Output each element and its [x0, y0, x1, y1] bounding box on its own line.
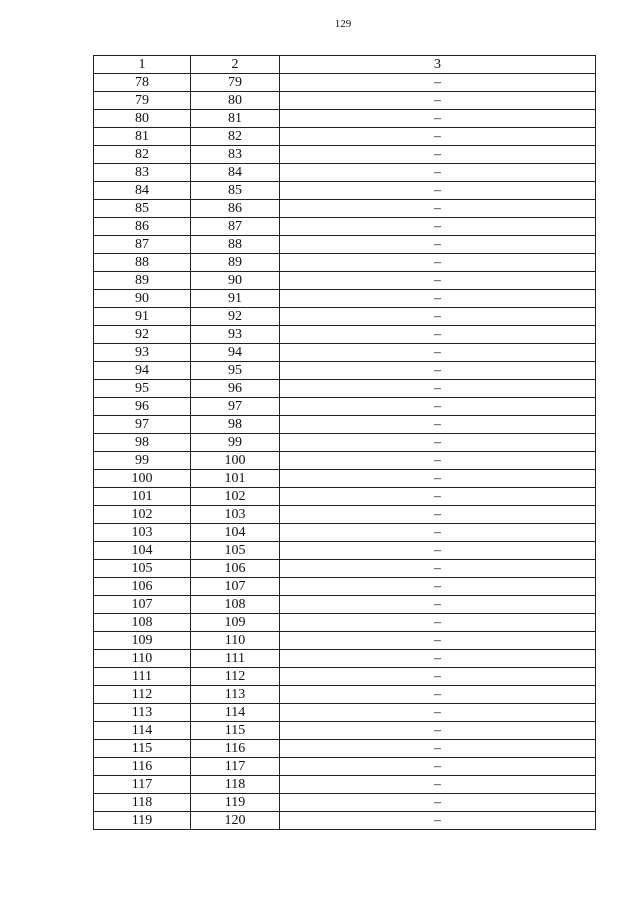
table-cell: 107: [191, 578, 280, 596]
table-cell: 109: [191, 614, 280, 632]
table-cell: 113: [94, 704, 191, 722]
table-cell: 94: [94, 362, 191, 380]
table-cell: 86: [191, 200, 280, 218]
table-cell: 102: [191, 488, 280, 506]
table-row: [94, 362, 596, 380]
table-cell: 98: [191, 416, 280, 434]
table-cell: –: [280, 596, 596, 614]
table-cell: 88: [191, 236, 280, 254]
column-header: 3: [280, 56, 596, 74]
table-cell: 111: [94, 668, 191, 686]
table-cell: 100: [191, 452, 280, 470]
table-cell: 82: [94, 146, 191, 164]
table-cell: 118: [94, 794, 191, 812]
table-cell: –: [280, 200, 596, 218]
table-cell: 90: [191, 272, 280, 290]
table-cell: 111: [191, 650, 280, 668]
table-row: [94, 110, 596, 128]
table-cell: 110: [94, 650, 191, 668]
table-cell: 113: [191, 686, 280, 704]
table-cell: 83: [191, 146, 280, 164]
table-row: [94, 344, 596, 362]
table-cell: –: [280, 668, 596, 686]
table-cell: 101: [94, 488, 191, 506]
table-cell: 99: [191, 434, 280, 452]
table-cell: –: [280, 506, 596, 524]
table-cell: 114: [94, 722, 191, 740]
table-row: [94, 596, 596, 614]
table-row: [94, 686, 596, 704]
table-cell: 81: [94, 128, 191, 146]
table-cell: –: [280, 722, 596, 740]
table-cell: 118: [191, 776, 280, 794]
page-number: 129: [334, 18, 352, 30]
table-cell: 107: [94, 596, 191, 614]
table-row: [94, 578, 596, 596]
column-header: 2: [191, 56, 280, 74]
table-cell: –: [280, 542, 596, 560]
table-cell: –: [280, 128, 596, 146]
table-row: [94, 470, 596, 488]
table-cell: –: [280, 452, 596, 470]
table-cell: –: [280, 434, 596, 452]
table-cell: –: [280, 704, 596, 722]
table-cell: 99: [94, 452, 191, 470]
table-cell: 104: [191, 524, 280, 542]
table-row: [94, 74, 596, 92]
table-row: [94, 128, 596, 146]
table-cell: 115: [191, 722, 280, 740]
table-cell: 87: [191, 218, 280, 236]
table-cell: –: [280, 236, 596, 254]
table-cell: 105: [94, 560, 191, 578]
table-cell: –: [280, 794, 596, 812]
header-row: [94, 56, 596, 74]
table-cell: –: [280, 164, 596, 182]
table-row: [94, 650, 596, 668]
table-cell: 112: [191, 668, 280, 686]
table-cell: –: [280, 560, 596, 578]
table-cell: 91: [191, 290, 280, 308]
table-cell: 98: [94, 434, 191, 452]
table-cell: 100: [94, 470, 191, 488]
table-row: [94, 218, 596, 236]
table-row: [94, 380, 596, 398]
table-cell: 116: [94, 758, 191, 776]
table-cell: 108: [191, 596, 280, 614]
table-cell: 85: [94, 200, 191, 218]
table-cell: –: [280, 398, 596, 416]
table-cell: 92: [94, 326, 191, 344]
table-row: [94, 254, 596, 272]
table-cell: –: [280, 524, 596, 542]
table-cell: –: [280, 272, 596, 290]
table-cell: 93: [191, 326, 280, 344]
table-cell: –: [280, 650, 596, 668]
table-row: [94, 524, 596, 542]
table-header: [94, 56, 596, 74]
table-cell: –: [280, 578, 596, 596]
table-cell: 80: [94, 110, 191, 128]
table-cell: –: [280, 632, 596, 650]
table-cell: 78: [94, 74, 191, 92]
table-cell: 95: [191, 362, 280, 380]
table-cell: –: [280, 344, 596, 362]
table-cell: 87: [94, 236, 191, 254]
table-row: [94, 182, 596, 200]
table-cell: 101: [191, 470, 280, 488]
table-cell: 80: [191, 92, 280, 110]
table-row: [94, 290, 596, 308]
table-cell: –: [280, 416, 596, 434]
table-cell: 117: [94, 776, 191, 794]
table-cell: 81: [191, 110, 280, 128]
table-cell: –: [280, 380, 596, 398]
table-cell: 110: [191, 632, 280, 650]
table-row: [94, 668, 596, 686]
table-cell: 117: [191, 758, 280, 776]
table-cell: 88: [94, 254, 191, 272]
table-row: [94, 812, 596, 830]
data-table: [93, 55, 596, 830]
table-cell: –: [280, 110, 596, 128]
table-row: [94, 200, 596, 218]
table-cell: 102: [94, 506, 191, 524]
table-row: [94, 722, 596, 740]
table-cell: –: [280, 254, 596, 272]
table-row: [94, 434, 596, 452]
table-row: [94, 146, 596, 164]
table-cell: –: [280, 362, 596, 380]
table-cell: 119: [191, 794, 280, 812]
table-cell: 94: [191, 344, 280, 362]
table-cell: 91: [94, 308, 191, 326]
table-cell: 95: [94, 380, 191, 398]
table-row: [94, 164, 596, 182]
table-cell: 93: [94, 344, 191, 362]
table-row: [94, 614, 596, 632]
table-row: [94, 776, 596, 794]
table-cell: –: [280, 290, 596, 308]
table-cell: –: [280, 146, 596, 164]
table-cell: 92: [191, 308, 280, 326]
table-row: [94, 560, 596, 578]
table-row: [94, 704, 596, 722]
table-row: [94, 326, 596, 344]
table-cell: 119: [94, 812, 191, 830]
table-row: [94, 488, 596, 506]
table-cell: 96: [94, 398, 191, 416]
table-body: [94, 74, 596, 830]
table-cell: –: [280, 812, 596, 830]
table-row: [94, 740, 596, 758]
table-row: [94, 758, 596, 776]
table-cell: –: [280, 92, 596, 110]
table-cell: 79: [191, 74, 280, 92]
table-cell: 112: [94, 686, 191, 704]
table-cell: 103: [191, 506, 280, 524]
table-cell: –: [280, 758, 596, 776]
table-cell: 120: [191, 812, 280, 830]
table-cell: 84: [94, 182, 191, 200]
table-row: [94, 308, 596, 326]
table-row: [94, 632, 596, 650]
table-cell: –: [280, 614, 596, 632]
table-cell: 97: [94, 416, 191, 434]
table-cell: 90: [94, 290, 191, 308]
table-cell: 116: [191, 740, 280, 758]
table-cell: –: [280, 488, 596, 506]
table-row: [94, 794, 596, 812]
table-cell: –: [280, 74, 596, 92]
table-row: [94, 236, 596, 254]
table-cell: 115: [94, 740, 191, 758]
table-cell: –: [280, 686, 596, 704]
table-cell: –: [280, 308, 596, 326]
table-cell: –: [280, 182, 596, 200]
table-cell: –: [280, 776, 596, 794]
table-row: [94, 272, 596, 290]
table-cell: –: [280, 218, 596, 236]
table-cell: 103: [94, 524, 191, 542]
table-row: [94, 92, 596, 110]
table-cell: –: [280, 470, 596, 488]
table-row: [94, 452, 596, 470]
column-header: 1: [94, 56, 191, 74]
table-row: [94, 542, 596, 560]
table-row: [94, 416, 596, 434]
table-cell: 85: [191, 182, 280, 200]
table-cell: 82: [191, 128, 280, 146]
table-cell: 89: [191, 254, 280, 272]
table-cell: 114: [191, 704, 280, 722]
table-cell: 83: [94, 164, 191, 182]
table-cell: 106: [94, 578, 191, 596]
table-cell: 89: [94, 272, 191, 290]
table-cell: –: [280, 326, 596, 344]
table-cell: 86: [94, 218, 191, 236]
table-cell: 79: [94, 92, 191, 110]
table-cell: 109: [94, 632, 191, 650]
table-cell: 108: [94, 614, 191, 632]
table-cell: –: [280, 740, 596, 758]
table-cell: 105: [191, 542, 280, 560]
table-cell: 97: [191, 398, 280, 416]
table-cell: 96: [191, 380, 280, 398]
table-row: [94, 506, 596, 524]
table-cell: 106: [191, 560, 280, 578]
table-cell: 104: [94, 542, 191, 560]
table-cell: 84: [191, 164, 280, 182]
table-row: [94, 398, 596, 416]
